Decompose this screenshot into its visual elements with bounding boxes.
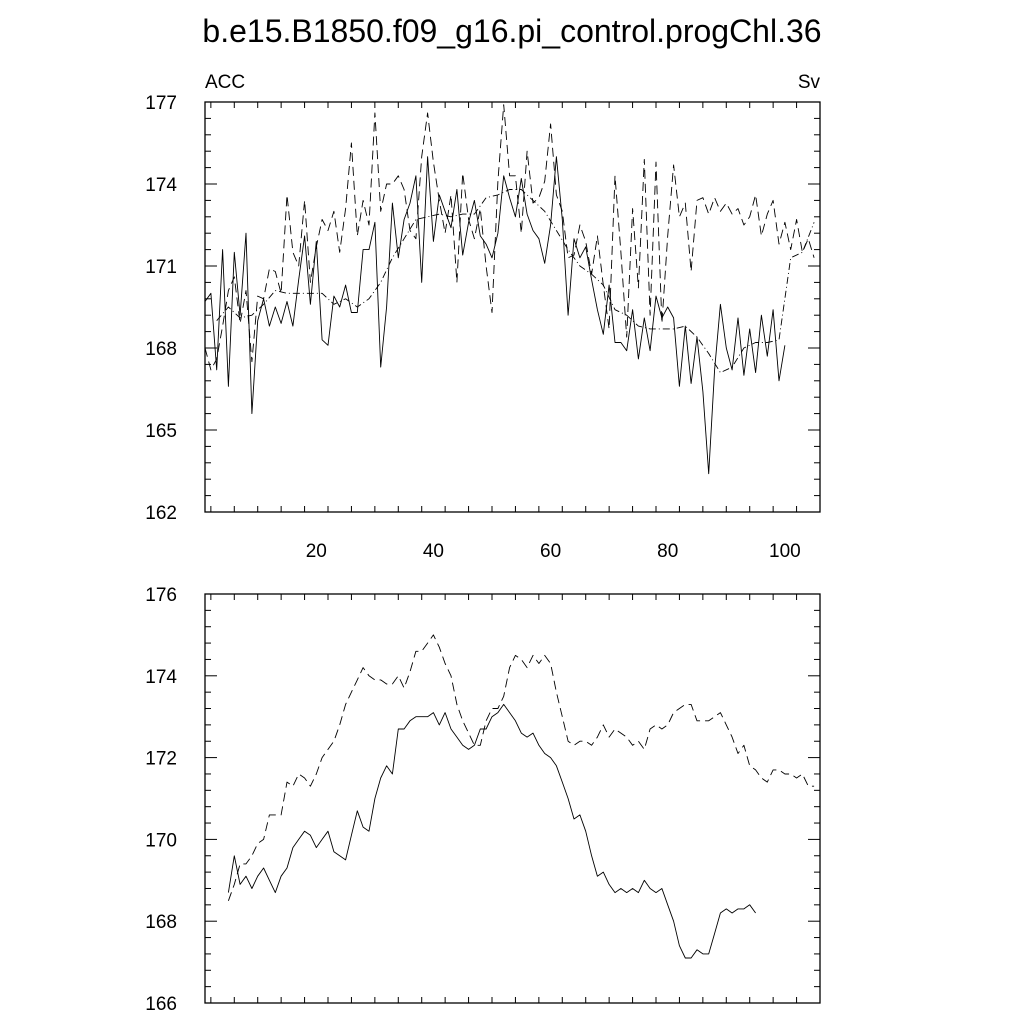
- y-tick-label: 171: [145, 257, 177, 278]
- bottom-panel: [145, 585, 820, 1015]
- series-line-solid: [228, 704, 755, 958]
- y-tick-label: 168: [145, 912, 177, 934]
- top-panel: [145, 72, 820, 562]
- y-tick-label: 162: [145, 503, 177, 524]
- series-line-solid: [205, 157, 785, 474]
- series-line-dashed: [228, 635, 814, 901]
- series-line-dashed: [205, 105, 814, 370]
- x-tick-label: 100: [769, 541, 801, 562]
- right-label: Sv: [797, 72, 820, 93]
- left-label: ACC: [205, 72, 246, 93]
- chart-title: b.e15.B1850.f09_g16.pi_control.progChl.36: [202, 13, 822, 49]
- y-tick-label: 174: [145, 175, 177, 196]
- x-tick-label: 40: [422, 541, 444, 562]
- y-tick-label: 177: [145, 93, 177, 114]
- y-tick-label: 174: [145, 666, 177, 688]
- y-tick-label: 172: [145, 748, 177, 770]
- x-tick-label: 60: [540, 541, 562, 562]
- y-tick-label: 165: [145, 421, 177, 442]
- y-tick-label: 170: [145, 830, 177, 852]
- x-tick-label: 80: [657, 541, 679, 562]
- y-tick-label: 176: [145, 585, 177, 606]
- y-tick-label: 168: [145, 339, 177, 360]
- x-tick-label: 20: [305, 541, 327, 562]
- y-tick-label: 166: [145, 994, 177, 1015]
- plot-frame: [205, 594, 820, 1003]
- plot-frame: [205, 102, 820, 512]
